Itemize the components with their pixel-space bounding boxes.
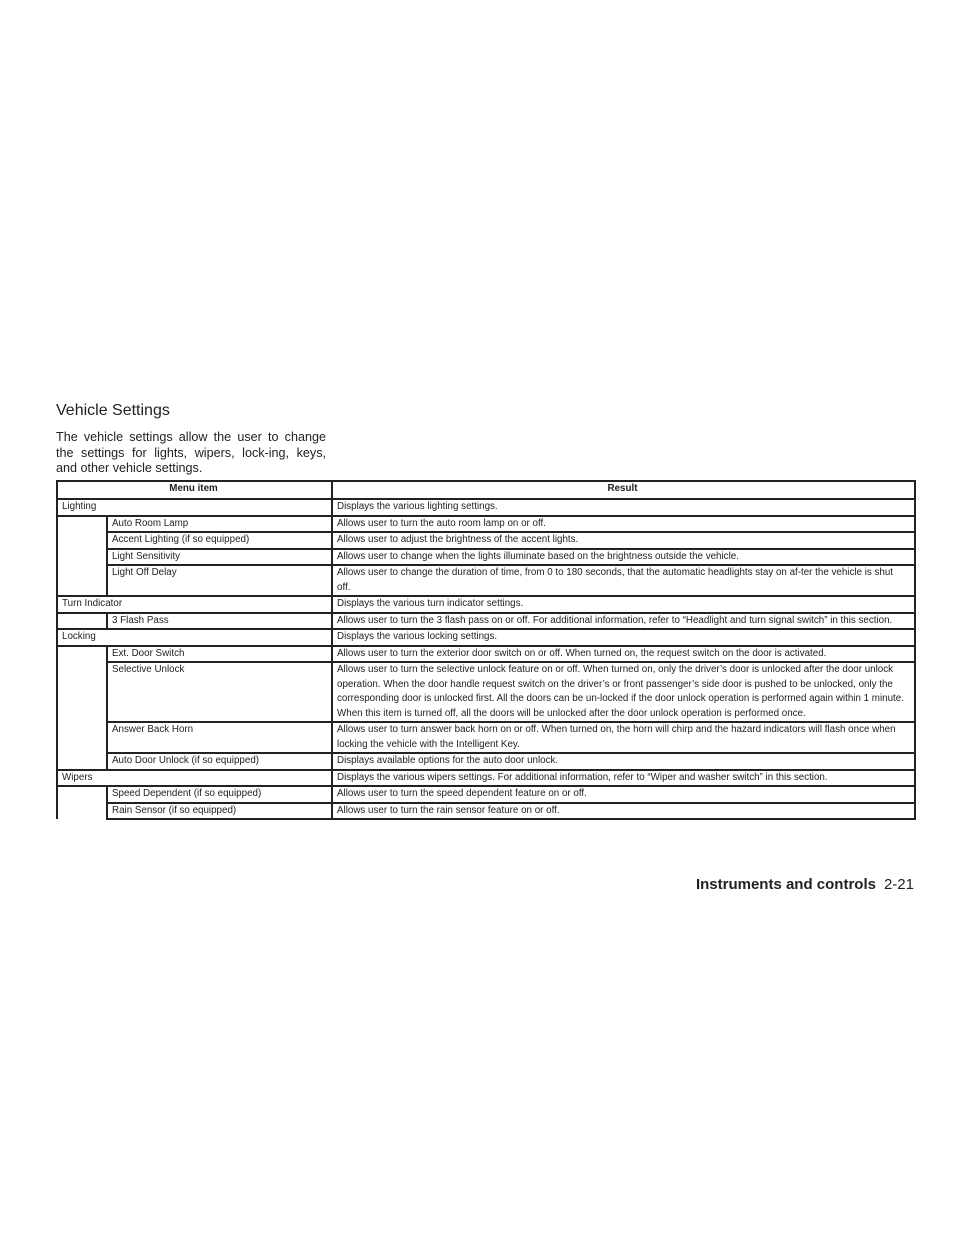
table-row [57,613,915,630]
result-cell: Allows user to turn the rain sensor feature on or off. [332,803,915,820]
page-number: 2-21 [883,876,914,893]
indent-cell [57,786,107,803]
result-cell: Allows user to turn the auto room lamp on or off. [332,516,915,533]
result-cell: Displays available options for the auto door unlock. [332,753,915,770]
table-row [57,629,915,646]
menu-item-cell: Light Sensitivity [107,549,332,566]
menu-item-cell: Answer Back Horn [107,722,332,753]
intro-paragraph: The vehicle settings allow the user to change the settings for lights, wipers, lock-ing, keys, and other vehicle settings. [56,430,326,475]
table-body [57,499,915,819]
indent-cell [57,613,107,630]
table-row [57,565,915,596]
menu-item-cell: Lighting [57,499,332,516]
table-row [57,786,915,803]
table-header-row [57,481,915,499]
table-row [57,499,915,516]
table-row [57,532,915,549]
indent-cell [57,532,107,549]
menu-item-cell: Locking [57,629,332,646]
indent-cell [57,646,107,663]
page-footer [696,876,914,893]
table-row [57,753,915,770]
result-cell: Allows user to adjust the brightness of the accent lights. [332,532,915,549]
indent-cell [57,549,107,566]
table-row [57,722,915,753]
menu-item-cell: Selective Unlock [107,662,332,722]
result-cell: Displays the various lighting settings. [332,499,915,516]
menu-item-cell: Rain Sensor (if so equipped) [107,803,332,820]
result-cell: Allows user to change when the lights illuminate based on the brightness outside the vehicle. [332,549,915,566]
section-title: Vehicle Settings [56,402,170,419]
indent-cell [57,722,107,753]
indent-cell [57,803,107,820]
result-cell: Displays the various locking settings. [332,629,915,646]
table-row [57,646,915,663]
header-menu-item: Menu item [57,481,332,499]
menu-item-cell: Speed Dependent (if so equipped) [107,786,332,803]
table-row [57,770,915,787]
chapter-title: Instruments and controls [695,876,876,893]
table-row [57,516,915,533]
table-row [57,662,915,722]
vehicle-settings-table [56,480,916,820]
menu-item-cell: Auto Door Unlock (if so equipped) [107,753,332,770]
menu-item-cell: Ext. Door Switch [107,646,332,663]
result-cell: Allows user to change the duration of time, from 0 to 180 seconds, that the automatic headlights stay on af-ter the vehicle is shut off. [332,565,915,596]
result-cell: Displays the various wipers settings. For additional information, refer to “Wiper and washer switch” in this section. [332,770,915,787]
result-cell: Allows user to turn the exterior door switch on or off. When turned on, the request switch on the door is activated. [332,646,915,663]
menu-item-cell: Auto Room Lamp [107,516,332,533]
indent-cell [57,662,107,722]
result-cell: Allows user to turn the speed dependent feature on or off. [332,786,915,803]
indent-cell [57,753,107,770]
header-result: Result [332,481,915,499]
result-cell: Allows user to turn the selective unlock feature on or off. When turned on, only the driver’s door is unlocked after the door unlock operation. When the door handle request switch on the driver’s or front passenger’s side door is pushed to be unlocked, only the corresponding door is unlocked first. All the doors can be un-locked if the door unlock operation is performed again within 1 minute. When this item is turned off, all the doors will be unlocked after the door unlock operation is performed once. [332,662,915,722]
table-row [57,803,915,820]
table-row [57,549,915,566]
table-row [57,596,915,613]
result-cell: Allows user to turn answer back horn on or off. When turned on, the horn will chirp and the hazard indicators will flash once when locking the vehicle with the Intelligent Key. [332,722,915,753]
menu-item-cell: Accent Lighting (if so equipped) [107,532,332,549]
result-cell: Allows user to turn the 3 flash pass on or off. For additional information, refer to “Headlight and turn signal switch” in this section. [332,613,915,630]
menu-item-cell: Turn Indicator [57,596,332,613]
menu-item-cell: Light Off Delay [107,565,332,596]
result-cell: Displays the various turn indicator settings. [332,596,915,613]
menu-item-cell: 3 Flash Pass [107,613,332,630]
indent-cell [57,565,107,596]
indent-cell [57,516,107,533]
menu-item-cell: Wipers [57,770,332,787]
